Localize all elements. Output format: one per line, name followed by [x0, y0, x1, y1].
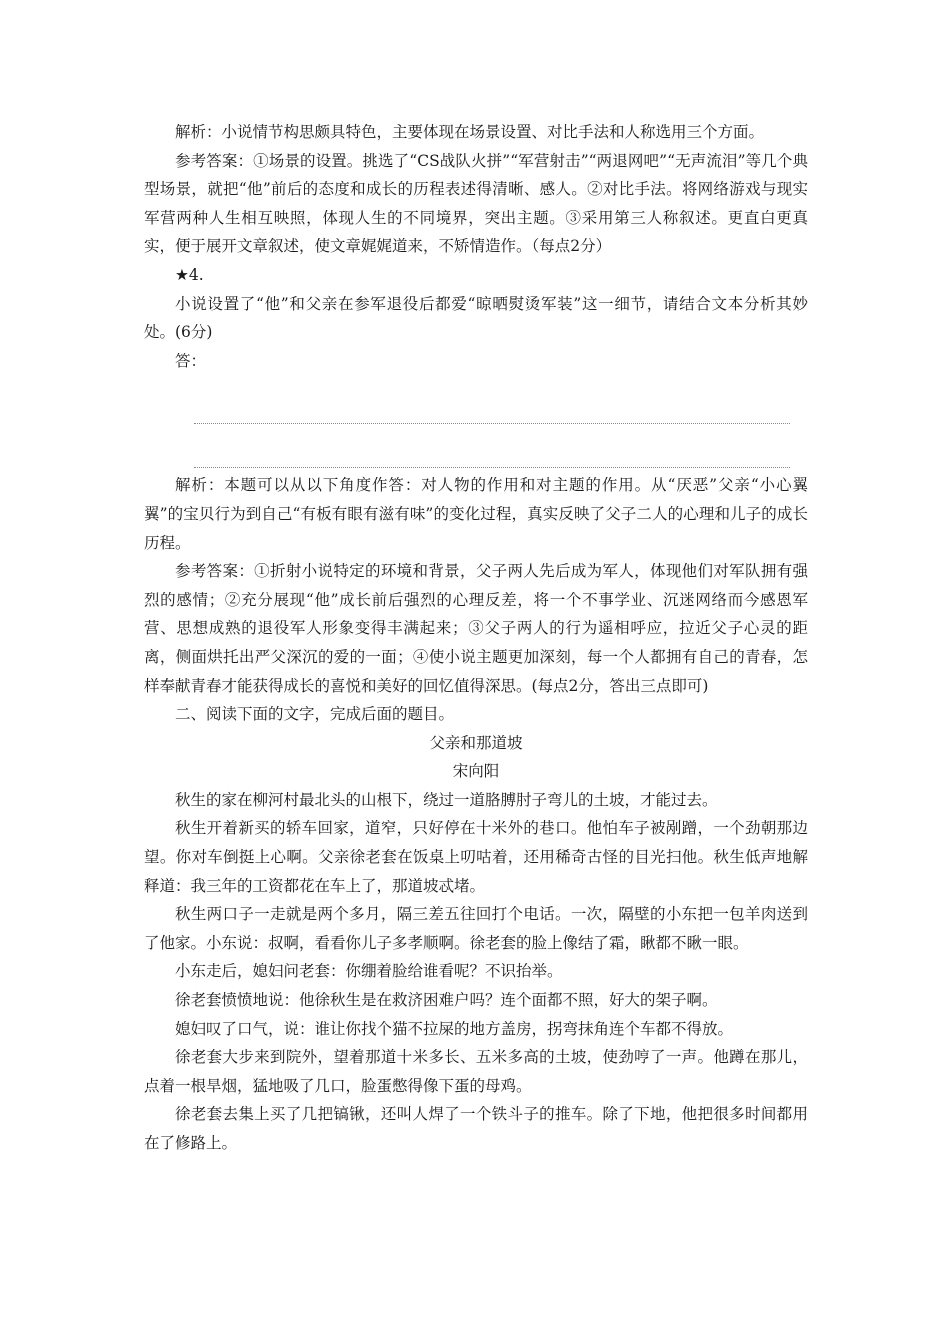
story-paragraph: 徐老套去集上买了几把镐锹，还叫人焊了一个铁斗子的推车。除了下地，他把很多时间都用在了修路上。	[144, 1105, 808, 1152]
story-paragraph: 媳妇叹了口气，说：谁让你找个猫不拉屎的地方盖房，拐弯抹角连个车都不得放。	[175, 1019, 734, 1038]
q4-prompt: 小说设置了“他”和父亲在参军退役后都爱“晾晒熨烫军装”这一细节，请结合文本分析其妙处。(6分)	[144, 294, 808, 342]
story-paragraph: 小东走后，媳妇问老套：你绷着脸给谁看呢？不识抬举。	[175, 962, 563, 981]
story-paragraph: 秋生开着新买的轿车回家，道窄，只好停在十米外的巷口。他怕车子被剐蹭，一个劲朝那边望。你对车倒挺上心啊。父亲徐老套在饭桌上叨咕着，还用稀奇古怪的目光扫他。秋生低声地解释道：我三年的工资都花在车上了，那道坡忒堵。	[144, 819, 808, 895]
story-paragraph: 徐老套大步来到院外，望着那道十米多长、五米多高的土坡，使劲哼了一声。他蹲在那儿，点着一根旱烟，猛地吸了几口，脸蛋憋得像下蛋的母鸡。	[144, 1048, 808, 1095]
q4-analysis: 解析：本题可以从以下角度作答：对人物的作用和对主题的作用。从“厌恶”父亲“小心翼翼”的宝贝行为到自己“有板有眼有滋有味”的变化过程，真实反映了父子二人的心理和儿子的成长历程。	[144, 476, 808, 552]
story-paragraph: 秋生的家在柳河村最北头的山根下，绕过一道胳膊肘子弯儿的土坡，才能过去。	[175, 790, 718, 809]
q4-reference-answer: 参考答案：①折射小说特定的环境和背景，父子两人先后成为军人，体现他们对军队拥有强烈的感情；②充分展现“他”成长前后强烈的心理反差，将一个不事学业、沉迷网络而今感恩军营、思想成熟的退役军人形象变得丰满起来；③父子两人的行为遥相呼应，拉近父子心灵的距离，侧面烘托出严父深沉的爱的一面；④使小说主题更加深刻，每一个人都拥有自己的青春，怎样奉献青春才能获得成长的喜悦和美好的回忆值得深思。(每点2分，答出三点即可)	[144, 562, 808, 695]
story-author: 宋向阳	[452, 762, 500, 781]
story-paragraph: 秋生两口子一走就是两个多月，隔三差五往回打个电话。一次，隔壁的小东把一包羊肉送到了他家。小东说：叔啊，看看你儿子多孝顺啊。徐老套的脸上像结了霜，瞅都不瞅一眼。	[144, 905, 808, 952]
answer-lines[interactable]	[144, 375, 808, 471]
q3-analysis: 解析：小说情节构思颇具特色，主要体现在场景设置、对比手法和人称选用三个方面。	[175, 123, 765, 141]
story-title: 父亲和那道坡	[429, 733, 523, 752]
answer-line	[194, 423, 790, 424]
q4-answer-label: 答：	[175, 351, 207, 370]
document-page	[144, 118, 808, 1158]
q3-reference-answer: 参考答案：①场景的设置。挑选了“CS战队火拼”“军营射击”“两退网吧”“无声流泪”等几个典型场景，就把“他”前后的态度和成长的历程表述得清晰、感人。②对比手法。将网络游戏与现实军营两种人生相互映照，体现人生的不同境界，突出主题。③采用第三人称叙述。更直白更真实，便于展开文章叙述，使文章娓娓道来，不矫情造作。（每点2分）	[144, 151, 808, 256]
q4-number: ★4.	[175, 265, 204, 284]
story-paragraph: 徐老套愤愤地说：他徐秋生是在救济困难户吗？连个面都不照，好大的架子啊。	[175, 991, 718, 1010]
answer-line	[194, 467, 790, 468]
section-instruction: 二、阅读下面的文字，完成后面的题目。	[175, 705, 455, 724]
